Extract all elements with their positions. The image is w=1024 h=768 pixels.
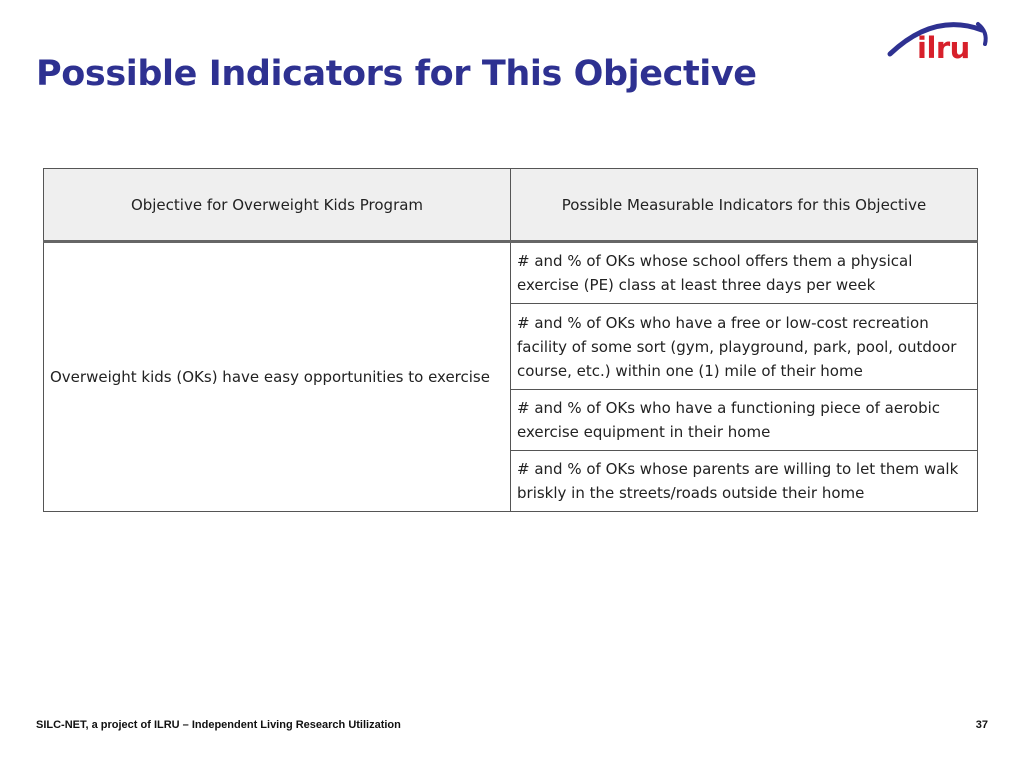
- objective-cell: Overweight kids (OKs) have easy opportunities to exercise: [44, 242, 511, 512]
- page-title: Possible Indicators for This Objective: [36, 54, 757, 94]
- ilru-logo: [884, 16, 994, 76]
- indicator-cell: # and % of OKs whose school offers them a physical exercise (PE) class at least three days per week: [511, 242, 978, 304]
- indicator-cell: # and % of OKs who have a free or low-cost recreation facility of some sort (gym, playground, park, pool, outdoor course, etc.) within one (1) mile of their home: [511, 304, 978, 390]
- indicators-table: [43, 168, 978, 512]
- footer-text: SILC-NET, a project of ILRU – Independent Living Research Utilization: [36, 719, 401, 731]
- indicator-cell: # and % of OKs who have a functioning piece of aerobic exercise equipment in their home: [511, 390, 978, 451]
- header-objective: Objective for Overweight Kids Program: [44, 169, 511, 242]
- indicator-cell: # and % of OKs whose parents are willing to let them walk briskly in the streets/roads outside their home: [511, 451, 978, 512]
- logo-text: ilru: [917, 31, 970, 65]
- table-row: [44, 242, 978, 304]
- table-header-row: [44, 169, 978, 242]
- page-number: 37: [975, 719, 988, 731]
- header-indicators: Possible Measurable Indicators for this Objective: [511, 169, 978, 242]
